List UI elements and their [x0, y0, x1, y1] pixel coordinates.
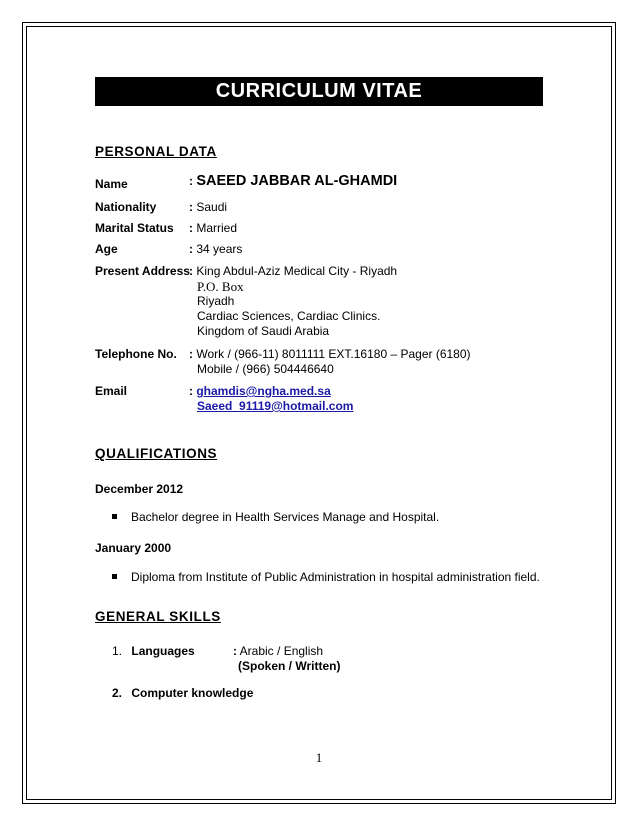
name-value-row [189, 174, 397, 189]
skill-item-computer [112, 686, 253, 700]
name-value: SAEED JABBAR AL-GHAMDI [196, 173, 398, 189]
telephone-value-block [189, 347, 471, 377]
page-number: 1 [315, 750, 323, 765]
telephone-label: Telephone No. [95, 347, 177, 361]
nationality-label: Nationality [95, 200, 157, 214]
skill-label: Languages [131, 644, 195, 658]
general-skills-heading: GENERAL SKILLS [95, 609, 221, 624]
telephone-mobile: Mobile / (966) 504446640 [197, 362, 334, 376]
address-line: Kingdom of Saudi Arabia [197, 324, 330, 338]
email-link-work[interactable]: ghamdis@ngha.med.sa [196, 384, 331, 398]
age-colon: : [189, 242, 193, 256]
languages-value: Arabic / English [239, 644, 324, 658]
skill-label: Computer knowledge [131, 686, 254, 700]
skill-item-languages [112, 644, 195, 658]
address-line: P.O. Box [197, 279, 244, 294]
age-value-row [189, 242, 242, 257]
marital-status-label: Marital Status [95, 221, 174, 235]
email-link-personal[interactable]: Saeed_91119@hotmail.com [197, 399, 354, 413]
skill-number: 1. [112, 644, 123, 658]
marital-status-value: Married [196, 221, 238, 235]
name-colon: : [189, 174, 193, 188]
telephone-colon: : [189, 347, 193, 361]
age-value: 34 years [196, 242, 243, 256]
qualification-text: Diploma from Institute of Public Administration in hospital administration field. [131, 570, 540, 584]
marital-colon: : [189, 221, 193, 235]
languages-colon: : [233, 644, 237, 658]
languages-note: (Spoken / Written) [238, 659, 341, 673]
nationality-value: Saudi [196, 200, 228, 214]
marital-status-value-row [189, 221, 237, 236]
email-line-1-row [189, 384, 353, 399]
address-line-1-row [189, 264, 397, 279]
telephone-line-1-row [189, 347, 471, 362]
nationality-colon: : [189, 200, 193, 214]
address-line: Cardiac Sciences, Cardiac Clinics. [197, 309, 381, 323]
email-line-2-row [189, 399, 353, 414]
address-line: Riyadh [197, 294, 235, 308]
skill-number: 2. [112, 686, 123, 700]
email-value-block [189, 384, 353, 414]
qualification-item [112, 570, 540, 584]
square-bullet-icon [112, 574, 117, 579]
personal-data-heading: PERSONAL DATA [95, 144, 217, 159]
address-label: Present Address [95, 264, 190, 278]
qualification-date: December 2012 [95, 482, 184, 496]
qualifications-heading: QUALIFICATIONS [95, 446, 218, 461]
languages-value-block [233, 644, 340, 673]
age-label: Age [95, 242, 118, 256]
address-value-block [189, 264, 397, 339]
telephone-work: Work / (966-11) 8011111 EXT.16180 – Pager (6180) [196, 347, 471, 361]
address-colon: : [189, 264, 193, 278]
square-bullet-icon [112, 514, 117, 519]
qualification-date: January 2000 [95, 541, 172, 555]
address-line: King Abdul-Aziz Medical City - Riyadh [196, 264, 398, 278]
document-title: CURRICULUM VITAE [95, 77, 543, 106]
qualification-item [112, 510, 439, 524]
qualification-text: Bachelor degree in Health Services Manage and Hospital. [131, 510, 440, 524]
name-label: Name [95, 177, 128, 191]
email-colon: : [189, 384, 193, 398]
nationality-value-row [189, 200, 227, 215]
email-label: Email [95, 384, 128, 398]
